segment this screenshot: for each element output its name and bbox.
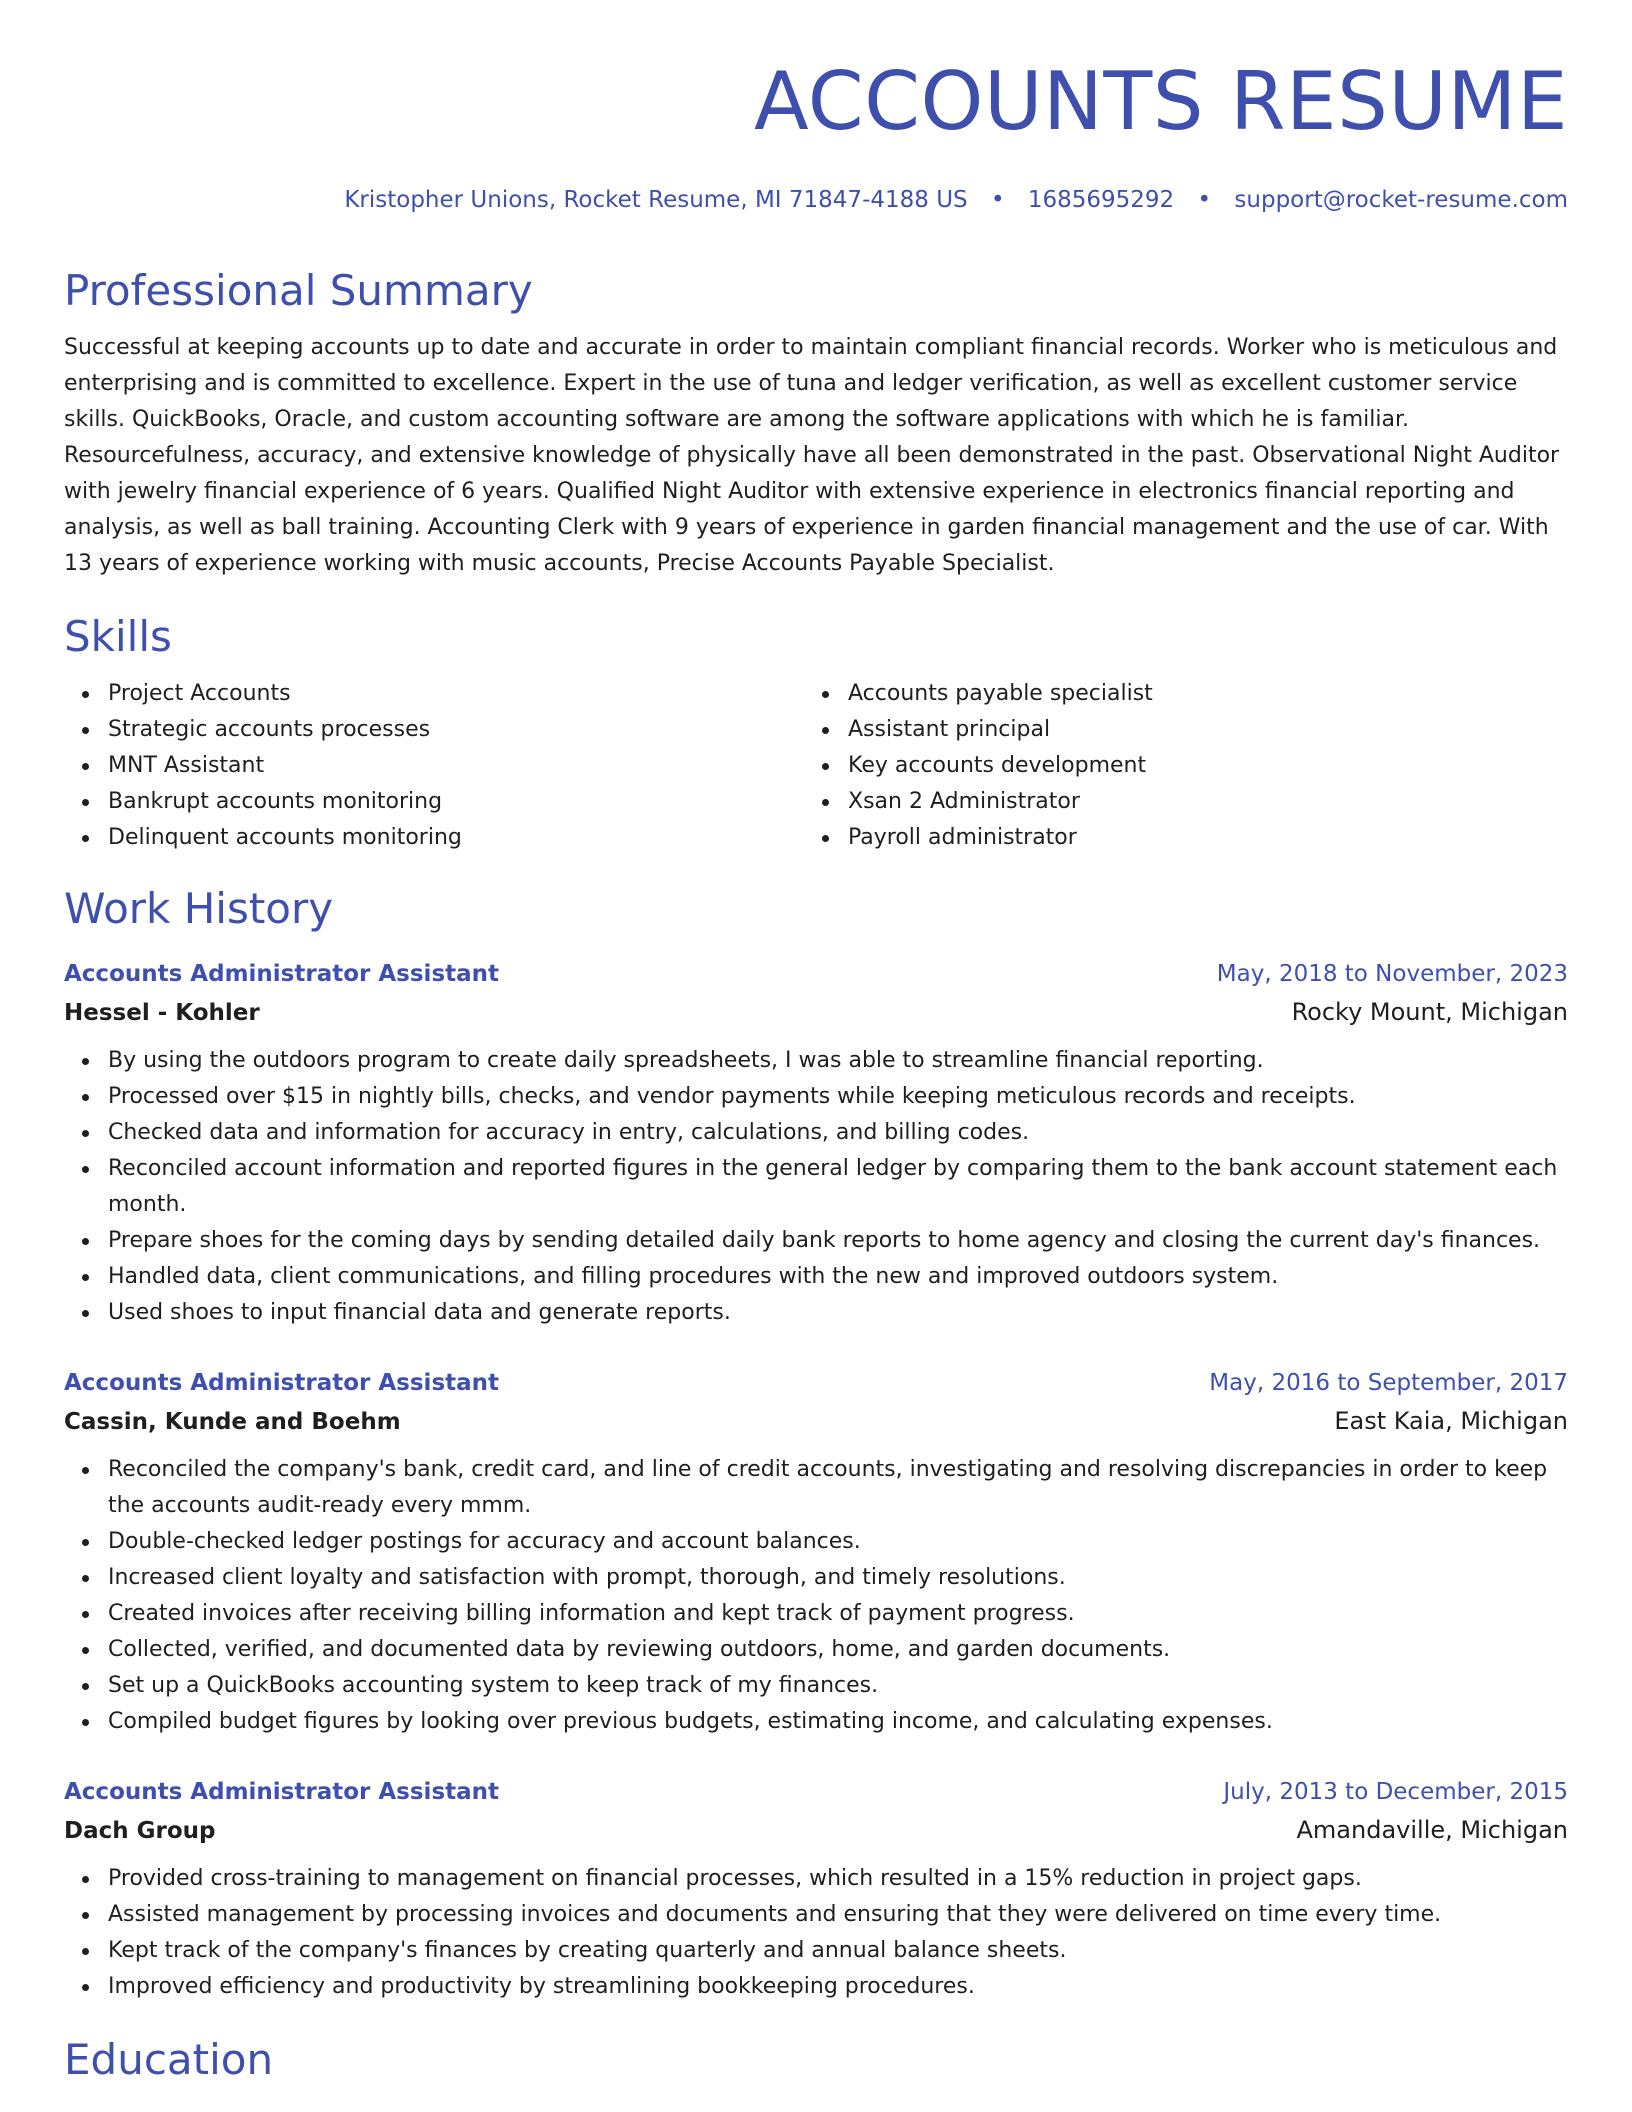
skills-heading: Skills — [64, 612, 172, 661]
job-bullet: Set up a QuickBooks accounting system to keep track of my finances. — [108, 1668, 1568, 1704]
job-company: Dach Group — [64, 1818, 216, 1844]
job-bullet: Reconciled account information and reported figures in the general ledger by comparing them to the bank account statement each month. — [108, 1151, 1568, 1223]
contact-line — [64, 184, 1568, 216]
job-bullet: Checked data and information for accuracy in entry, calculations, and billing codes. — [108, 1115, 1568, 1151]
job-entry — [64, 956, 1568, 1331]
contact-separator: • — [1197, 187, 1212, 213]
skill-item: MNT Assistant — [108, 748, 804, 784]
job-bullet: Reconciled the company's bank, credit card, and line of credit accounts, investigating and resolving discrepancies in order to keep the accounts audit-ready every mmm. — [108, 1452, 1568, 1524]
skills-list — [64, 676, 1568, 856]
job-company: Hessel - Kohler — [64, 1000, 260, 1026]
job-bullet: Double-checked ledger postings for accuracy and account balances. — [108, 1524, 1568, 1560]
job-title: Accounts Administrator Assistant — [64, 961, 500, 987]
job-bullet: Created invoices after receiving billing information and kept track of payment progress. — [108, 1596, 1568, 1632]
job-bullet: By using the outdoors program to create daily spreadsheets, I was able to streamline financial reporting. — [108, 1043, 1568, 1079]
job-title-row — [64, 1774, 1568, 1810]
job-dates: May, 2016 to September, 2017 — [1209, 1370, 1568, 1396]
job-company: Cassin, Kunde and Boehm — [64, 1409, 401, 1435]
job-bullets — [64, 1861, 1568, 2005]
skill-item: Assistant principal — [848, 712, 1544, 748]
job-entry — [64, 1365, 1568, 1740]
skill-item: Key accounts development — [848, 748, 1544, 784]
job-title: Accounts Administrator Assistant — [64, 1370, 500, 1396]
job-bullet: Compiled budget figures by looking over previous budgets, estimating income, and calculating expenses. — [108, 1704, 1568, 1740]
skill-item: Payroll administrator — [848, 820, 1544, 856]
job-location: Rocky Mount, Michigan — [1291, 998, 1568, 1026]
job-bullet: Kept track of the company's finances by creating quarterly and annual balance sheets. — [108, 1933, 1568, 1969]
summary-text: Successful at keeping accounts up to date and accurate in order to maintain compliant financial records. Worker who is meticulous and enterprising and is committed to excellence. Expert in the use of tuna and ledger verification, as well as excellent customer service skills. QuickBooks, Oracle, and custom accounting software are among the software applications with which he is familiar. Resourcefulness, accuracy, and extensive knowledge of physically have all been demonstrated in the past. Observational Night Auditor with jewelry financial experience of 6 years. Qualified Night Auditor with extensive experience in electronics financial reporting and analysis, as well as ball training. Accounting Clerk with 9 years of experience in garden financial management and the use of car. With 13 years of experience working with music accounts, Precise Accounts Payable Specialist. — [64, 335, 1560, 576]
job-company-row — [64, 1810, 1568, 1851]
contact-separator: • — [990, 187, 1005, 213]
skill-item: Delinquent accounts monitoring — [108, 820, 804, 856]
job-title: Accounts Administrator Assistant — [64, 1779, 500, 1805]
job-bullets — [64, 1043, 1568, 1331]
education-heading: Education — [64, 2035, 274, 2084]
skills-column-left — [64, 676, 804, 856]
job-entry — [64, 1774, 1568, 2005]
job-bullet: Assisted management by processing invoices and documents and ensuring that they were delivered on time every time. — [108, 1897, 1568, 1933]
summary-heading: Professional Summary — [64, 266, 533, 315]
job-title-row — [64, 956, 1568, 992]
job-bullet: Used shoes to input financial data and generate reports. — [108, 1295, 1568, 1331]
job-bullet: Handled data, client communications, and filling procedures with the new and improved outdoors system. — [108, 1259, 1568, 1295]
job-location: East Kaia, Michigan — [1334, 1407, 1568, 1435]
job-bullet: Collected, verified, and documented data by reviewing outdoors, home, and garden documents. — [108, 1632, 1568, 1668]
job-dates: July, 2013 to December, 2015 — [1223, 1779, 1568, 1805]
skill-item: Project Accounts — [108, 676, 804, 712]
job-bullet: Prepare shoes for the coming days by sending detailed daily bank reports to home agency and closing the current day's finances. — [108, 1223, 1568, 1259]
skills-column-right — [804, 676, 1544, 856]
job-company-row — [64, 1401, 1568, 1442]
resume-title: ACCOUNTS RESUME — [753, 55, 1568, 148]
contact-phone: 1685695292 — [1027, 187, 1175, 213]
job-location: Amandaville, Michigan — [1296, 1816, 1568, 1844]
job-bullet: Improved efficiency and productivity by streamlining bookkeeping procedures. — [108, 1969, 1568, 2005]
skill-item: Bankrupt accounts monitoring — [108, 784, 804, 820]
job-bullet: Provided cross-training to management on financial processes, which resulted in a 15% reduction in project gaps. — [108, 1861, 1568, 1897]
job-dates: May, 2018 to November, 2023 — [1216, 961, 1568, 987]
skill-item: Strategic accounts processes — [108, 712, 804, 748]
skill-item: Accounts payable specialist — [848, 676, 1544, 712]
job-company-row — [64, 992, 1568, 1033]
job-bullet: Increased client loyalty and satisfaction with prompt, thorough, and timely resolutions. — [108, 1560, 1568, 1596]
job-title-row — [64, 1365, 1568, 1401]
contact-email: support@rocket-resume.com — [1234, 187, 1568, 213]
job-bullet: Processed over $15 in nightly bills, checks, and vendor payments while keeping meticulous records and receipts. — [108, 1079, 1568, 1115]
work-history-heading: Work History — [64, 884, 334, 933]
job-bullets — [64, 1452, 1568, 1740]
skill-item: Xsan 2 Administrator — [848, 784, 1544, 820]
contact-address: Kristopher Unions, Rocket Resume, MI 71847-4188 US — [344, 187, 968, 213]
